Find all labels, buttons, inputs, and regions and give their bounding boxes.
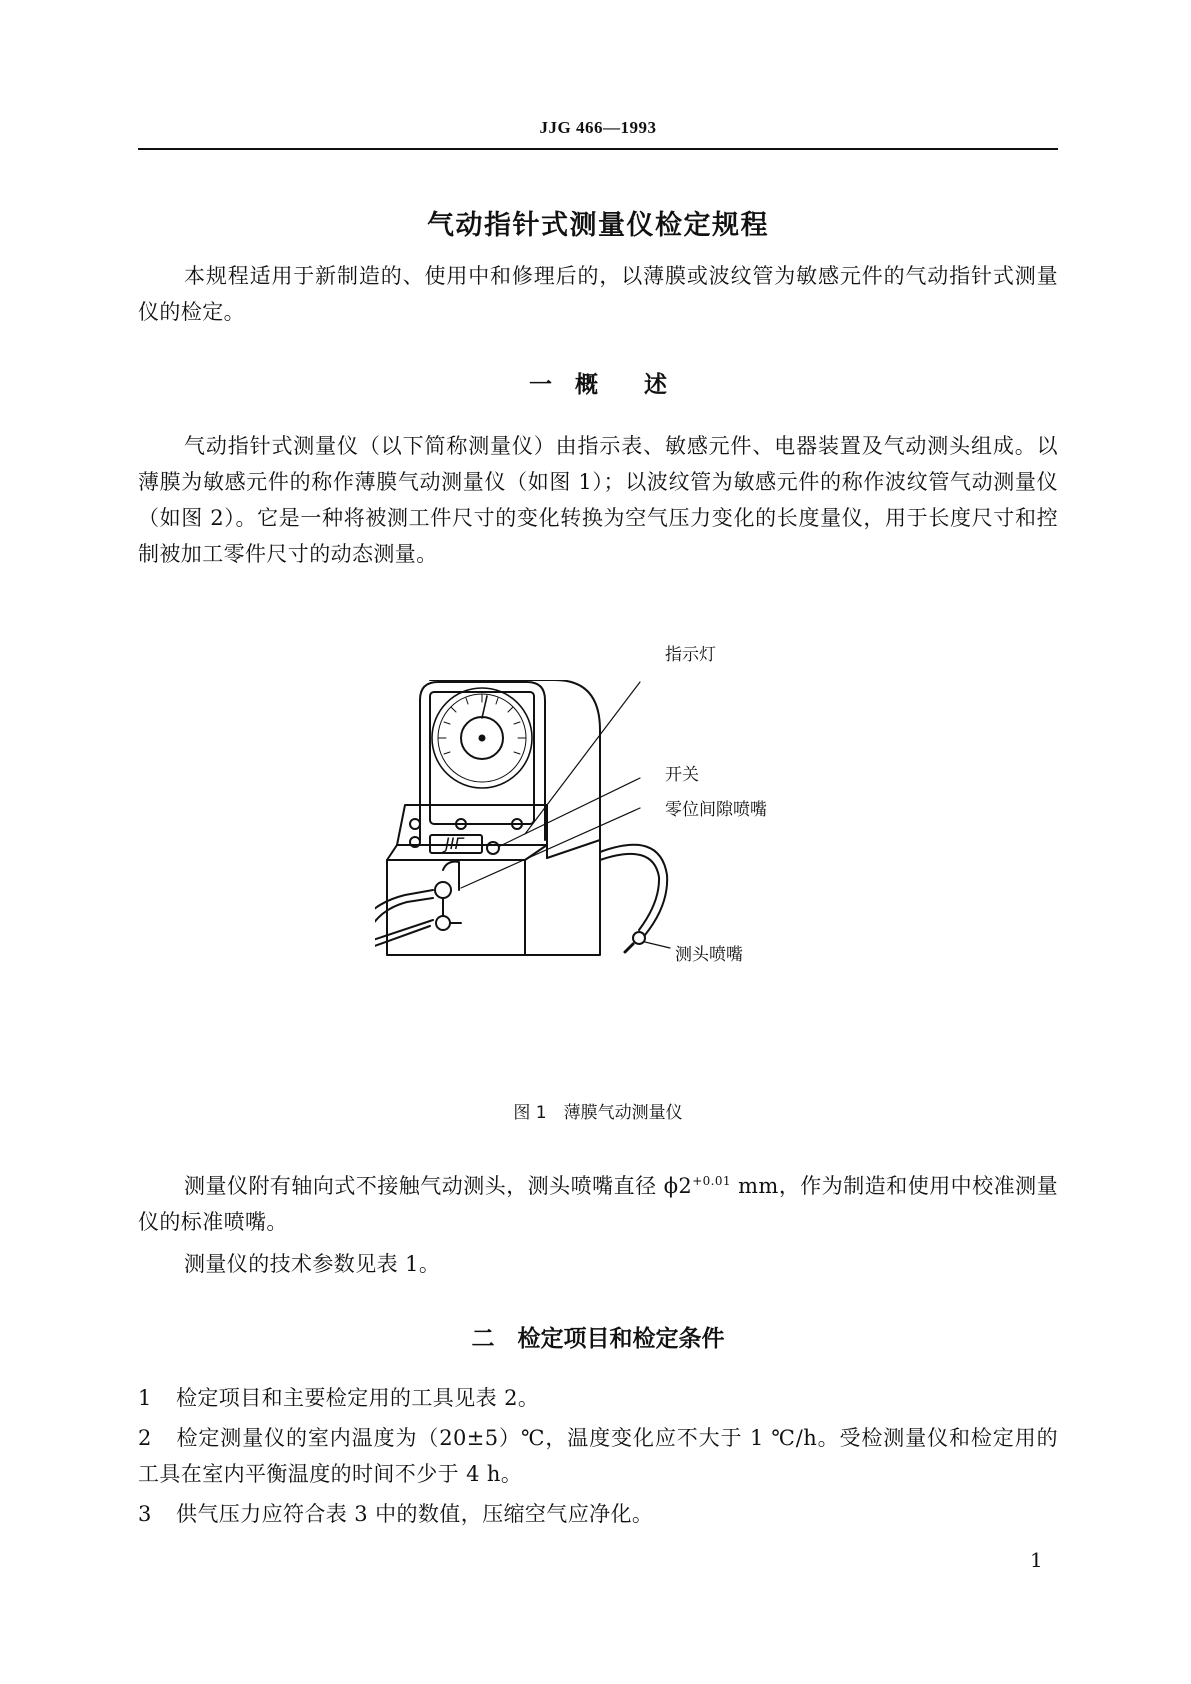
tolerance-superscript: +0.01	[692, 1174, 731, 1188]
intro-paragraph: 本规程适用于新制造的、使用中和修理后的，以薄膜或波纹管为敏感元件的气动指针式测量仪的检定。	[138, 264, 1058, 324]
figure-1	[375, 645, 835, 1050]
probe-text-after: mm，作为制造和使用中校准测量仪的标准喷嘴。	[138, 1174, 1058, 1234]
item-text: 检定测量仪的室内温度为（20±5）℃，温度变化应不大于 1 ℃/h。受检测量仪和检定用的工具在室内平衡温度的时间不少于 4 h。	[138, 1426, 1058, 1486]
header-rule	[138, 148, 1058, 150]
page-title: 气动指针式测量仪检定规程	[427, 210, 769, 241]
document-code: JJG 466—1993	[539, 118, 657, 137]
section-1-title: 一 概 述	[529, 372, 667, 398]
instrument-illustration	[375, 680, 835, 1050]
item-number: 2	[138, 1426, 152, 1450]
indicator-light-label: 指示灯	[665, 645, 716, 665]
item-number: 1	[138, 1386, 152, 1410]
item-number: 3	[138, 1502, 152, 1526]
parameters-paragraph: 测量仪的技术参数见表 1。	[184, 1252, 441, 1276]
probe-paragraph	[138, 1168, 1058, 1240]
item-text: 供气压力应符合表 3 中的数值，压缩空气应净化。	[176, 1502, 654, 1526]
list-item	[138, 1420, 1058, 1492]
list-item	[138, 1380, 1058, 1416]
section-1-paragraph: 气动指针式测量仪（以下简称测量仪）由指示表、敏感元件、电器装置及气动测头组成。以薄膜为敏感元件的称作薄膜气动测量仪（如图 1）；以波纹管为敏感元件的称作波纹管气动测量仪（如图 2）。它是一种将被测工件尺寸的变化转换为空气压力变化的长度量仪，用于长度尺寸和控制被加工零件尺寸的动态测量。	[138, 434, 1058, 566]
item-text: 检定项目和主要检定用的工具见表 2。	[176, 1386, 540, 1410]
list-item	[138, 1496, 1058, 1532]
switch-label: 开关	[665, 765, 699, 785]
probe-nozzle-label: 测头喷嘴	[675, 945, 743, 965]
figure-1-caption: 图 1 薄膜气动测量仪	[513, 1103, 683, 1123]
section-2-title: 二 检定项目和检定条件	[471, 1326, 725, 1352]
page-number: 1	[1030, 1548, 1043, 1572]
probe-text-before: 测量仪附有轴向式不接触气动测头，测头喷嘴直径 ϕ2	[184, 1174, 693, 1198]
zero-gap-nozzle-label: 零位间隙喷嘴	[665, 800, 767, 820]
panel-mark: JIΓ	[445, 834, 464, 853]
